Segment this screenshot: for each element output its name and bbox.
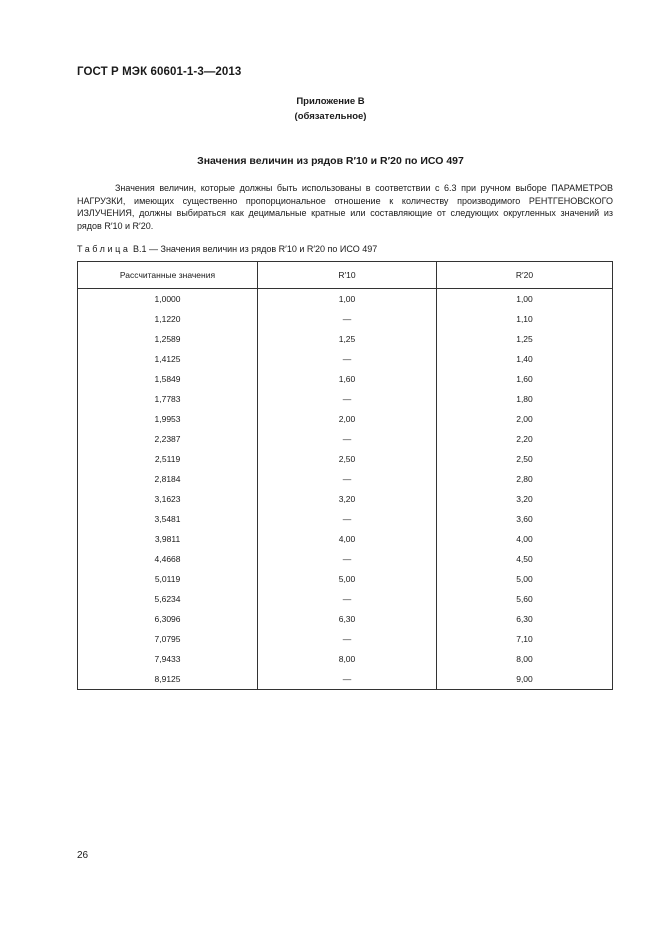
- cell-r10: —: [258, 589, 437, 609]
- cell-calculated: 5,0119: [78, 569, 258, 589]
- header-r10: R′10: [258, 262, 437, 289]
- cell-r20: 1,60: [437, 369, 613, 389]
- cell-r20: 9,00: [437, 669, 613, 690]
- table-row: [78, 549, 613, 569]
- table-row: [78, 389, 613, 409]
- table-caption-text: В.1 — Значения величин из рядов R′10 и R′20 по ИСО 497: [133, 244, 378, 254]
- cell-calculated: 7,0795: [78, 629, 258, 649]
- cell-r10: 6,30: [258, 609, 437, 629]
- table-header-row: [78, 262, 613, 289]
- header-calculated: Рассчитанные значения: [78, 262, 258, 289]
- cell-calculated: 2,5119: [78, 449, 258, 469]
- cell-r10: —: [258, 389, 437, 409]
- cell-r20: 3,60: [437, 509, 613, 529]
- table-row: [78, 609, 613, 629]
- cell-calculated: 1,9953: [78, 409, 258, 429]
- table-row: [78, 369, 613, 389]
- cell-r10: 1,00: [258, 289, 437, 310]
- cell-calculated: 2,2387: [78, 429, 258, 449]
- cell-r20: 4,00: [437, 529, 613, 549]
- cell-r10: 1,60: [258, 369, 437, 389]
- cell-r10: 5,00: [258, 569, 437, 589]
- cell-r10: —: [258, 669, 437, 690]
- cell-calculated: 1,5849: [78, 369, 258, 389]
- cell-calculated: 6,3096: [78, 609, 258, 629]
- cell-r20: 1,80: [437, 389, 613, 409]
- cell-r20: 7,10: [437, 629, 613, 649]
- section-title: Значения величин из рядов R′10 и R′20 по ИСО 497: [197, 155, 464, 167]
- table-row: [78, 509, 613, 529]
- cell-r20: 2,20: [437, 429, 613, 449]
- cell-calculated: 2,8184: [78, 469, 258, 489]
- cell-r20: 5,60: [437, 589, 613, 609]
- cell-r20: 2,00: [437, 409, 613, 429]
- cell-r20: 1,25: [437, 329, 613, 349]
- intro-paragraph: Значения величин, которые должны быть использованы в соответствии с 6.3 при ручном выборе ПАРАМЕТРОВ НАГРУЗКИ, имеющих существенно пропорциональное отношение к количеству производимого РЕНТГЕНОВСКОГО ИЗЛУЧЕНИЯ, должны выбираться как децимальные кратные или составляющие от следующих округленных значений из рядов R′10 и R′20.: [77, 183, 613, 231]
- cell-calculated: 1,4125: [78, 349, 258, 369]
- cell-calculated: 1,0000: [78, 289, 258, 310]
- cell-calculated: 4,4668: [78, 549, 258, 569]
- cell-r10: —: [258, 309, 437, 329]
- table-row: [78, 449, 613, 469]
- cell-calculated: 3,9811: [78, 529, 258, 549]
- cell-r10: 2,50: [258, 449, 437, 469]
- table-row: [78, 349, 613, 369]
- table-row: [78, 289, 613, 310]
- table-row: [78, 309, 613, 329]
- table-body: [78, 289, 613, 690]
- table-row: [78, 489, 613, 509]
- cell-calculated: 1,7783: [78, 389, 258, 409]
- cell-calculated: 1,1220: [78, 309, 258, 329]
- cell-r10: 8,00: [258, 649, 437, 669]
- cell-r20: 4,50: [437, 549, 613, 569]
- table-row: [78, 669, 613, 690]
- table-row: [78, 649, 613, 669]
- cell-calculated: 8,9125: [78, 669, 258, 690]
- cell-r20: 6,30: [437, 609, 613, 629]
- cell-r20: 1,10: [437, 309, 613, 329]
- cell-r10: 1,25: [258, 329, 437, 349]
- cell-r10: —: [258, 469, 437, 489]
- cell-r10: —: [258, 549, 437, 569]
- annex-title: Приложение В: [296, 96, 365, 107]
- cell-r10: —: [258, 429, 437, 449]
- cell-calculated: 7,9433: [78, 649, 258, 669]
- table-caption-label: Таблица: [77, 244, 131, 254]
- table-row: [78, 569, 613, 589]
- cell-r10: —: [258, 509, 437, 529]
- table-row: [78, 329, 613, 349]
- cell-calculated: 1,2589: [78, 329, 258, 349]
- cell-calculated: 3,1623: [78, 489, 258, 509]
- cell-r10: 2,00: [258, 409, 437, 429]
- cell-r20: 3,20: [437, 489, 613, 509]
- table-caption: [77, 244, 377, 254]
- cell-r20: 1,00: [437, 289, 613, 310]
- values-table: [77, 261, 613, 690]
- annex-heading: [0, 94, 661, 124]
- cell-calculated: 3,5481: [78, 509, 258, 529]
- cell-r10: 4,00: [258, 529, 437, 549]
- table-row: [78, 589, 613, 609]
- annex-status: (обязательное): [294, 111, 367, 122]
- cell-r20: 5,00: [437, 569, 613, 589]
- table-row: [78, 429, 613, 449]
- cell-calculated: 5,6234: [78, 589, 258, 609]
- cell-r20: 2,50: [437, 449, 613, 469]
- cell-r20: 2,80: [437, 469, 613, 489]
- cell-r20: 1,40: [437, 349, 613, 369]
- cell-r20: 8,00: [437, 649, 613, 669]
- table-row: [78, 409, 613, 429]
- page-number: 26: [77, 850, 89, 861]
- cell-r10: —: [258, 629, 437, 649]
- document-code: ГОСТ Р МЭК 60601-1-3—2013: [77, 66, 242, 78]
- cell-r10: 3,20: [258, 489, 437, 509]
- table-row: [78, 469, 613, 489]
- cell-r10: —: [258, 349, 437, 369]
- table-row: [78, 629, 613, 649]
- table-row: [78, 529, 613, 549]
- header-r20: R′20: [437, 262, 613, 289]
